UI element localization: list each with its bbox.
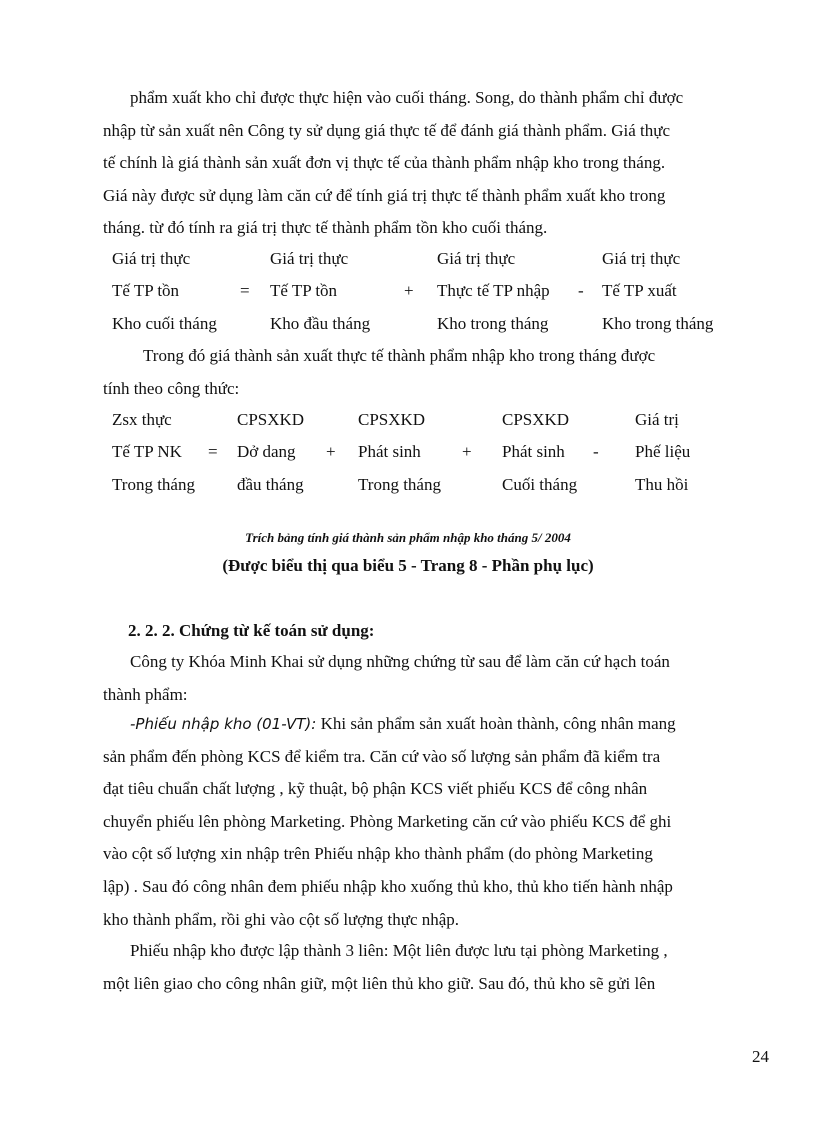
formula-operator: = [240, 281, 250, 300]
formula-term: Kho trong tháng [602, 314, 714, 333]
formula-term: Cuối tháng [502, 475, 578, 494]
formula-term: Trong tháng [112, 475, 195, 494]
formula-term: CPSXKD [502, 410, 570, 429]
formula-term: Giá trị thực [602, 249, 681, 268]
text-line: phẩm xuất kho chỉ được thực hiện vào cuối tháng. Song, do thành phẩm chỉ được [130, 88, 684, 107]
formula-term: Giá trị [635, 410, 679, 429]
text-line: thành phẩm: [103, 684, 188, 704]
text-line: chuyển phiếu lên phòng Marketing. Phòng Marketing căn cứ vào phiếu KCS để ghi [103, 811, 672, 831]
text-line: Giá này được sử dụng làm căn cứ để tính giá trị thực tế thành phẩm xuất kho trong [103, 185, 666, 205]
text-line: vào cột số lượng xin nhập trên Phiếu nhập kho thành phẩm (do phòng Marketing [103, 844, 653, 864]
formula-row [0, 308, 816, 340]
paragraph-formula-intro [103, 340, 755, 405]
paragraph-copies [103, 935, 755, 1000]
formula-operator: - [593, 442, 599, 461]
paragraph-intro [103, 82, 755, 245]
formula-term: CPSXKD [237, 410, 305, 429]
formula-operator: + [404, 281, 414, 300]
table-caption: Trích bảng tính giá thành sản phẩm nhập kho tháng 5/ 2004 [245, 530, 571, 545]
text-line: đạt tiêu chuẩn chất lượng , kỹ thuật, bộ phận KCS viết phiếu KCS để công nhân [103, 779, 648, 799]
formula-term: Thu hồi [635, 475, 689, 494]
formula-term: CPSXKD [358, 410, 426, 429]
formula-row [0, 469, 816, 501]
text-line: tháng. từ đó tính ra giá trị thực tế thành phẩm tồn kho cuối tháng. [103, 218, 548, 238]
text-line: tính theo công thức: [103, 378, 240, 398]
text-line: tế chính là giá thành sản xuất đơn vị thực tế của thành phẩm nhập kho trong tháng. [103, 153, 666, 173]
appendix-reference: (Được biểu thị qua biểu 5 - Trang 8 - Phần phụ lục) [222, 556, 594, 575]
formula-term: Phát sinh [358, 442, 421, 461]
formula-term: Trong tháng [358, 475, 441, 494]
voucher-label: -Phiếu nhập kho (01-VT): [130, 715, 317, 733]
text-line: lập) . Sau đó công nhân đem phiếu nhập kho xuống thủ kho, thủ kho tiến hành nhập [103, 876, 673, 896]
formula-term: Thực tế TP nhập [437, 281, 550, 300]
formula-operator: - [578, 281, 584, 300]
formula-operator: = [208, 442, 218, 461]
formula-term: Giá trị thực [437, 249, 516, 268]
formula-term: Phát sinh [502, 442, 565, 461]
formula-term: Kho đầu tháng [270, 314, 371, 333]
formula-term: Zsx thực [112, 410, 172, 429]
formula-operator: + [326, 442, 336, 461]
formula-term: Giá trị thực [112, 249, 191, 268]
text-line [103, 708, 755, 741]
text-line: Công ty Khóa Minh Khai sử dụng những chứng từ sau để làm căn cứ hạch toán [130, 652, 670, 671]
text-line: một liên giao cho công nhân giữ, một liên thủ kho giữ. Sau đó, thủ kho sẽ gửi lên [103, 973, 656, 993]
formula-term: Phế liệu [635, 442, 691, 461]
text-line: nhập từ sản xuất nên Công ty sử dụng giá thực tế để đánh giá thành phẩm. Giá thực [103, 120, 671, 140]
paragraph-receipt-voucher [103, 708, 755, 936]
formula-row [0, 436, 816, 468]
page-number: 24 [752, 1047, 769, 1066]
paragraph-documents-intro [103, 646, 755, 711]
formula-term: Tế TP xuất [602, 281, 677, 300]
voucher-text: Khi sản phẩm sản xuất hoàn thành, công nhân mang [316, 714, 676, 733]
formula-term: Tế TP NK [112, 442, 182, 461]
text-line: kho thành phẩm, rồi ghi vào cột số lượng thực nhập. [103, 909, 460, 929]
section-heading: 2. 2. 2. Chứng từ kế toán sử dụng: [128, 621, 375, 640]
formula-term: Dở dang [237, 442, 296, 461]
formula-term: Giá trị thực [270, 249, 349, 268]
formula-term: đầu tháng [237, 475, 304, 494]
text-line: sản phẩm đến phòng KCS để kiểm tra. Căn cứ vào số lượng sản phẩm đã kiểm tra [103, 746, 661, 766]
formula-row [0, 243, 816, 275]
formula-term: Kho trong tháng [437, 314, 549, 333]
formula-term: Tế TP tồn [112, 281, 180, 300]
formula-term: Kho cuối tháng [112, 314, 217, 333]
formula-operator: + [462, 442, 472, 461]
formula-row [0, 275, 816, 307]
text-line: Trong đó giá thành sản xuất thực tế thành phẩm nhập kho trong tháng được [143, 346, 656, 365]
formula-term: Tế TP tồn [270, 281, 338, 300]
text-line: Phiếu nhập kho được lập thành 3 liên: Một liên được lưu tại phòng Marketing , [130, 941, 668, 960]
formula-row [0, 404, 816, 436]
